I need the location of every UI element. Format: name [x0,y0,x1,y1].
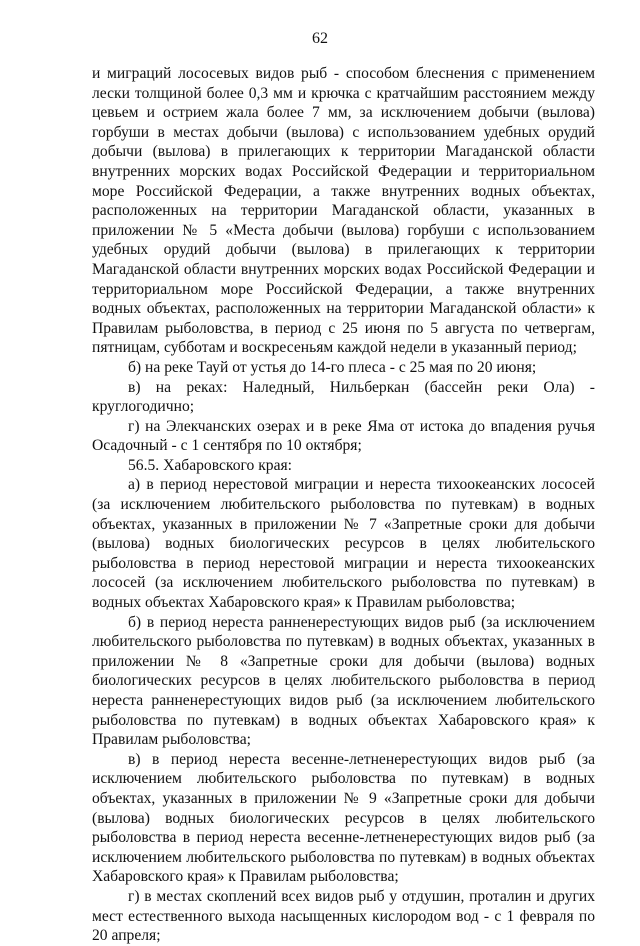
page-number: 62 [312,30,328,47]
document-body [92,64,595,946]
paragraph-item-g-elekchan: г) на Элекчанских озерах и в реке Яма от истока до впадения ручья Осадочный - с 1 сентября по 10 октября; [92,417,595,455]
paragraph-item-g-air-holes: г) в местах скоплений всех видов рыб у отдушин, проталин и других мест естественного выхода насыщенных кислородом вод - с 1 февраля по 20 апреля; [92,887,595,945]
section-heading-khabarovsk: 56.5. Хабаровского края: [128,456,292,474]
paragraph-item-b-tauy: б) на реке Тауй от устья до 14-го плеса - с 25 мая по 20 июня; [128,358,537,376]
paragraph-item-v-spring-summer: в) в период нереста весенне-летненерестующих видов рыб (за исключением любительского рыболовства по путевкам) в водных объектах, указанных в приложении № 9 «Запретные сроки для добычи (вылова) водных биологических ресурсов в целях любительского рыболовства в период нереста весенне-летненерестующих видов рыб (за исключением любительского рыболовства по путевкам) в водных объектах Хабаровского края» к Правилам рыболовства; [92,750,595,886]
paragraph-item-b-early-spawning: б) в период нереста ранненерестующих видов рыб (за исключением любительского рыболовства по путевкам) в водных объектах, указанных в приложении № 8 «Запретные сроки для добычи (вылова) водных биологических ресурсов в целях любительского рыболовства в период нереста ранненерестующих видов рыб (за исключением любительского рыболовства по путевкам) в водных объектах Хабаровского края» к Правилам рыболовства; [92,613,595,749]
paragraph-item-v-rivers: в) на реках: Наледный, Нильберкан (бассейн реки Ола) - круглогодично; [92,378,595,416]
paragraph-continuation-magadan: и миграций лососевых видов рыб - способом блеснения с применением лески толщиной более 0,3 мм и крючка с кратчайшим расстоянием между цевьем и острием жала более 7 мм, за исключением добычи (вылова) горбуши в местах добычи (вылова) с использованием удебных орудий добычи (вылова) в прилегающих к территории Магаданской области внутренних морских водах Российской Федерации и территориальном море Российской Федерации, а также внутренних водных объектах, расположенных на территории Магаданской области, указанных в приложении № 5 «Места добычи (вылова) горбуши с использованием удебных орудий добычи (вылова) в прилегающих к территории Магаданской области внутренних морских водах Российской Федерации и территориальном море Российской Федерации, а также внутренних водных объектах, расположенных на территории Магаданской области» к Правилам рыболовства, в период с 25 июня по 5 августа по четвергам, пятницам, субботам и воскресеньям каждой недели в указанный период; [92,65,595,357]
paragraph-item-a-salmon: а) в период нерестовой миграции и нереста тихоокеанских лососей (за исключением любительского рыболовства по путевкам) в водных объектах, указанных в приложении № 7 «Запретные сроки для добычи (вылова) водных биологических ресурсов в целях любительского рыболовства в период нерестовой миграции и нереста тихоокеанских лососей (за исключением любительского рыболовства по путевкам) в водных объектах Хабаровского края» к Правилам рыболовства; [92,476,595,612]
